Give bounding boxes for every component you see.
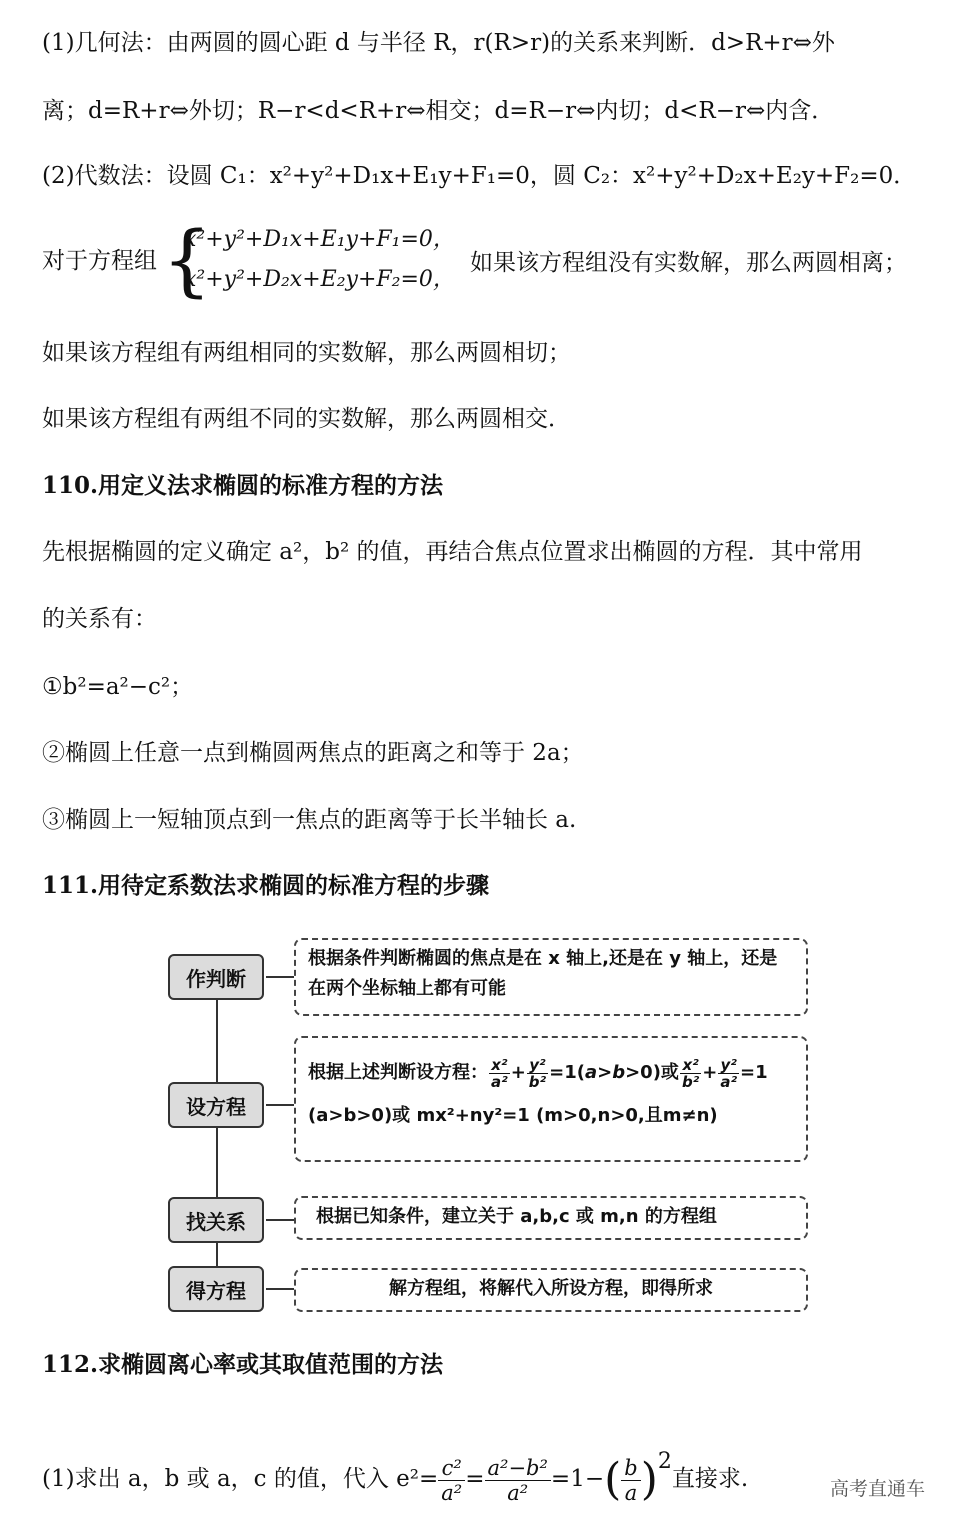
relation-item-2: ②椭圆上任意一点到椭圆两焦点的距离之和等于 2a； xyxy=(42,740,584,766)
tangent-line: 如果该方程组有两组相同的实数解，那么两圆相切； xyxy=(42,340,571,366)
section-110-line-1: 先根据椭圆的定义确定 a²，b² 的值，再结合焦点位置求出椭圆的方程．其中常用 xyxy=(42,539,863,565)
system-no-solution-text: 如果该方程组没有实数解，那么两圆相离； xyxy=(470,250,907,276)
step-set-equation-desc: 根据上述判断设方程： $\frac{\text{x²}}{\text{a²}}$ + $\frac{\text{y²}}{\text{b²}}$ =1(a>b>0)或 $\frac{\text{x²}}{\text{b²}}$ + $\frac{\text{y²}}{\text{a²}}$ =1 (a>b>0)或 mx²+ny²=1 (m>0,n>0,且m≠n) xyxy=(294,1036,808,1162)
step-find-relation-desc: 根据已知条件，建立关于 a,b,c 或 m,n 的方程组 xyxy=(294,1196,808,1240)
step-set-equation-box: 设方程 xyxy=(168,1082,264,1128)
system-label: 对于方程组 xyxy=(42,248,157,274)
step-judge-arrow-line xyxy=(266,976,294,978)
system-equation-2: x²+y²+D₂x+E₂y+F₂=0， xyxy=(184,267,455,292)
watermark-text: 高考直通车 xyxy=(830,1478,926,1500)
section-110-line-2: 的关系有： xyxy=(42,606,157,632)
step-get-equation-desc: 解方程组，将解代入所设方程，即得所求 xyxy=(294,1268,808,1312)
section-111-heading: 111.用待定系数法求椭圆的标准方程的步骤 xyxy=(42,872,490,899)
step-find-relation-box: 找关系 xyxy=(168,1197,264,1243)
eccentricity-formula-line: (1)求出 a，b 或 a，c 的值，代入 e²= $\frac{\text{c²}}{\text{a²}}$ = $\frac{\text{a²−b²}}{\text{a²}}$ =1−( $\frac{b}{a}$ )$^2$直接求. xyxy=(42,1449,749,1505)
step-judge-desc: 根据条件判断椭圆的焦点是在 x 轴上,还是在 y 轴上，还是在两个坐标轴上都有可能 xyxy=(294,938,808,1016)
algebraic-method-line: (2)代数法：设圆 C₁：x²+y²+D₁x+E₁y+F₁=0，圆 C₂：x²+y²+D₂x+E₂y+F₂=0． xyxy=(42,163,917,189)
geometric-method-line-1: (1)几何法：由两圆的圆心距 d 与半径 R，r(R>r)的关系来判断．d>R+r⇔外 xyxy=(42,30,835,56)
step-get-arrow-line xyxy=(266,1288,294,1290)
intersect-line: 如果该方程组有两组不同的实数解，那么两圆相交． xyxy=(42,406,571,432)
left-brace: { xyxy=(162,216,212,306)
relation-item-3: ③椭圆上一短轴顶点到一焦点的距离等于长半轴长 a. xyxy=(42,807,577,833)
section-112-heading: 112.求椭圆离心率或其取值范围的方法 xyxy=(42,1351,444,1378)
step-set-equation-desc-line2: (a>b>0)或 mx²+ny²=1 (m>0,n>0,且m≠n) xyxy=(308,1105,718,1126)
step-find-arrow-line xyxy=(266,1219,294,1221)
geometric-method-line-2: 离；d=R+r⇔外切；R−r<d<R+r⇔相交；d=R−r⇔内切；d<R−r⇔内含． xyxy=(42,98,835,124)
step-judge-box: 作判断 xyxy=(168,954,264,1000)
step-set-arrow-line xyxy=(266,1104,294,1106)
section-110-heading: 110.用定义法求椭圆的标准方程的方法 xyxy=(42,472,444,499)
relation-item-1: ①b²=a²−c²； xyxy=(42,674,194,700)
step-get-equation-box: 得方程 xyxy=(168,1266,264,1312)
system-equation-1: x²+y²+D₁x+E₁y+F₁=0， xyxy=(184,227,455,252)
